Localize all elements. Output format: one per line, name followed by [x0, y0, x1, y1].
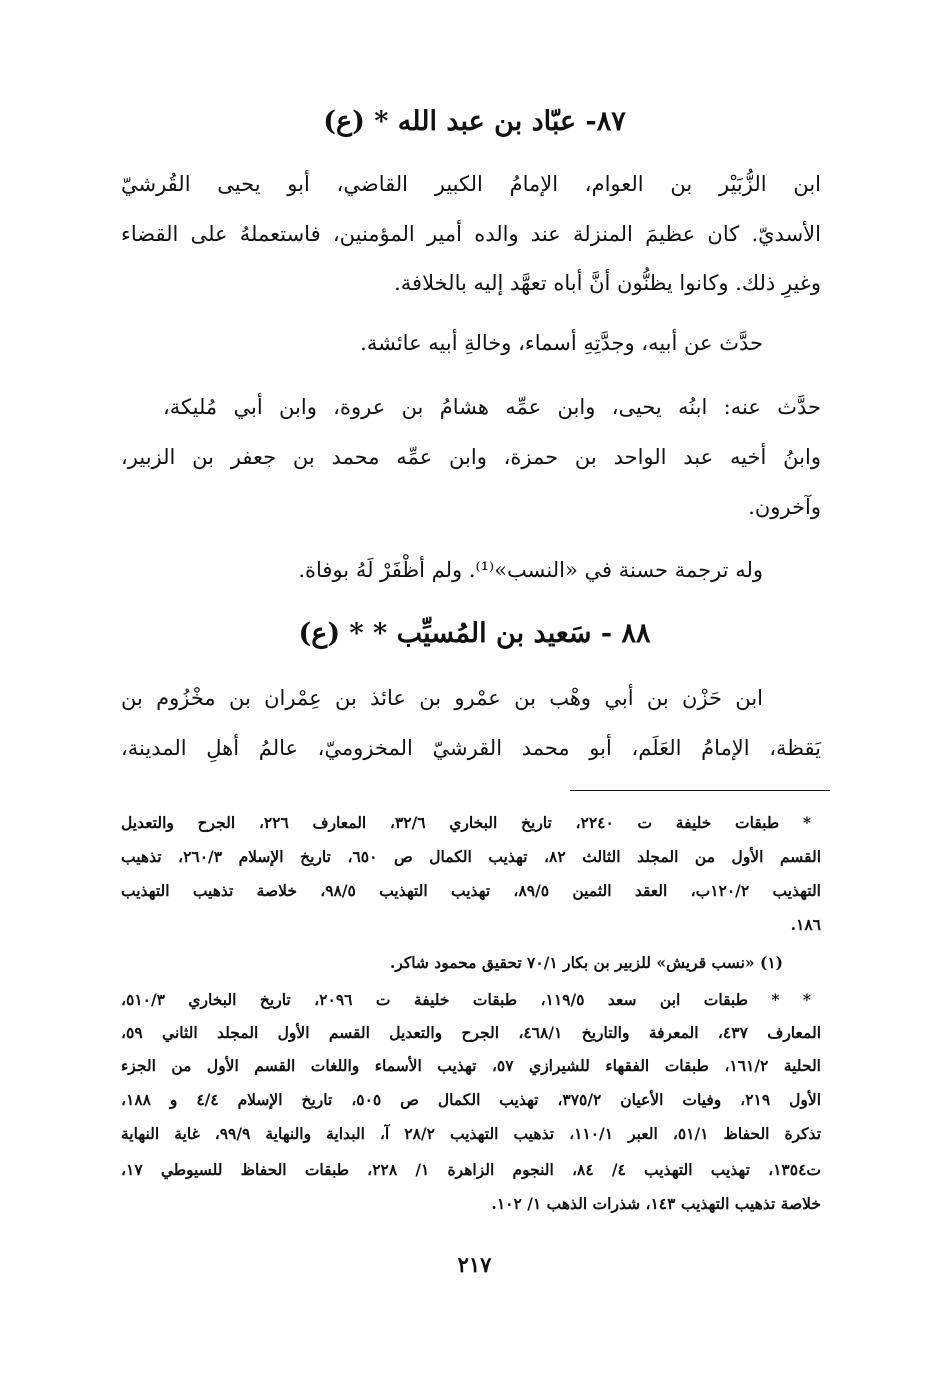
footnote-line: (١) «نسب قريش» للزبير بن بكار ٧٠/١ تحقيق محمود شاكر.: [389, 953, 783, 972]
footnote-line: * طبقات خليفة ت ٢٢٤٠، تاريخ البخاري ٣٢/٦، المعارف ٢٢٦، الجرح والتعديل: [121, 813, 811, 832]
entry-88-line: ابن حَزْن بن أبي وهْب بن عمْرو بن عائذ بن عِمْران بن مخْزُوم بن: [121, 686, 763, 710]
entry-87-heading: ٨٧- عبّاد بن عبد الله * (ع): [323, 106, 626, 137]
entry-87-line: حدَّث عن أبيه، وجدَّتِهِ أسماء، وخالةِ أبيه عائشة.: [360, 331, 763, 355]
footnote-line: خلاصة تذهيب التهذيب ١٤٣، شذرات الذهب ١/ ١٠٢.: [491, 1194, 821, 1213]
entry-88-line: يَقظة، الإمامُ العَلَم، أبو محمد القرشيّ المخزوميّ، عالمُ أهلِ المدينة،: [121, 736, 821, 760]
entry-87-line: وابنُ أخيه عبد الواحد بن حمزة، وابن عمِّه محمد بن جعفر بن الزبير،: [121, 445, 821, 469]
footnote-line: القسم الأول من المجلد الثالث ٨٢، تهذيب الكمال ص ٦٥٠، تاريخ الإسلام ٢٦٠/٣، تذهيب: [121, 847, 821, 866]
entry-87-line: وغيرِ ذلك. وكانوا يظنُّون أنَّ أباه تعهَّد إليه بالخلافة.: [394, 271, 821, 295]
footnote-line: ت١٣٥٤، تهذيب التهذيب ٤/ ٨٤، النجوم الزاهرة ١/ ٢٢٨، طبقات الحفاظ للسيوطي ١٧،: [121, 1160, 821, 1179]
entry-87-line: الأسديّ. كان عظيمَ المنزلة عند والده أمير المؤمنين، فاستعملهُ على القضاء: [121, 222, 821, 246]
entry-87-line: وله ترجمة حسنة في «النسب»⁽¹⁾. ولم أظْفَرْ لَهُ بوفاة.: [298, 558, 763, 582]
footnote-line: تذكرة الحفاظ ٥١/١، العبر ١١٠/١، تذهيب التهذيب ٢٨/٢ آ، البداية والنهاية ٩٩/٩، غاية النهاية: [121, 1124, 822, 1143]
footnote-separator: [570, 790, 830, 791]
footnote-line: * * طبقات ابن سعد ١١٩/٥، طبقات خليفة ت ٢٠٩٦، تاريخ البخاري ٥١٠/٣،: [121, 990, 812, 1009]
entry-88-heading: ٨٨ - سَعيد بن المُسيِّب * * (ع): [298, 618, 651, 649]
footnote-line: ١٨٦.: [790, 915, 821, 934]
page-number: ٢١٧: [457, 1252, 492, 1277]
footnote-line: الحلية ١٦١/٢، طبقات الفقهاء للشيرازي ٥٧، تهذيب الأسماء واللغات القسم الأول من الجزء: [121, 1056, 821, 1075]
entry-87-line: ابن الزُّبَيْر بن العوام، الإمامُ الكبير القاضي، أبو يحيى القُرشيّ: [121, 172, 821, 196]
entry-87-line: حدَّث عنه: ابنُه يحيى، وابن عمِّه هشامُ بن عروة، وابن أبي مُليكة،: [163, 395, 821, 419]
footnote-line: الأول ٢١٩، وفيات الأعيان ٣٧٥/٢، تهذيب الكمال ص ٥٠٥، تاريخ الإسلام ٤/٤ و ١٨٨،: [121, 1090, 822, 1109]
footnote-line: المعارف ٤٣٧، المعرفة والتاريخ ٤٦٨/١، الجرح والتعديل القسم الأول المجلد الثاني ٥٩،: [121, 1023, 822, 1042]
entry-87-line: وآخرون.: [748, 495, 821, 519]
footnote-line: التهذيب ١٢٠/٢ب، العقد الثمين ٨٩/٥، تهذيب التهذيب ٩٨/٥، خلاصة تذهيب التهذيب: [121, 881, 821, 900]
